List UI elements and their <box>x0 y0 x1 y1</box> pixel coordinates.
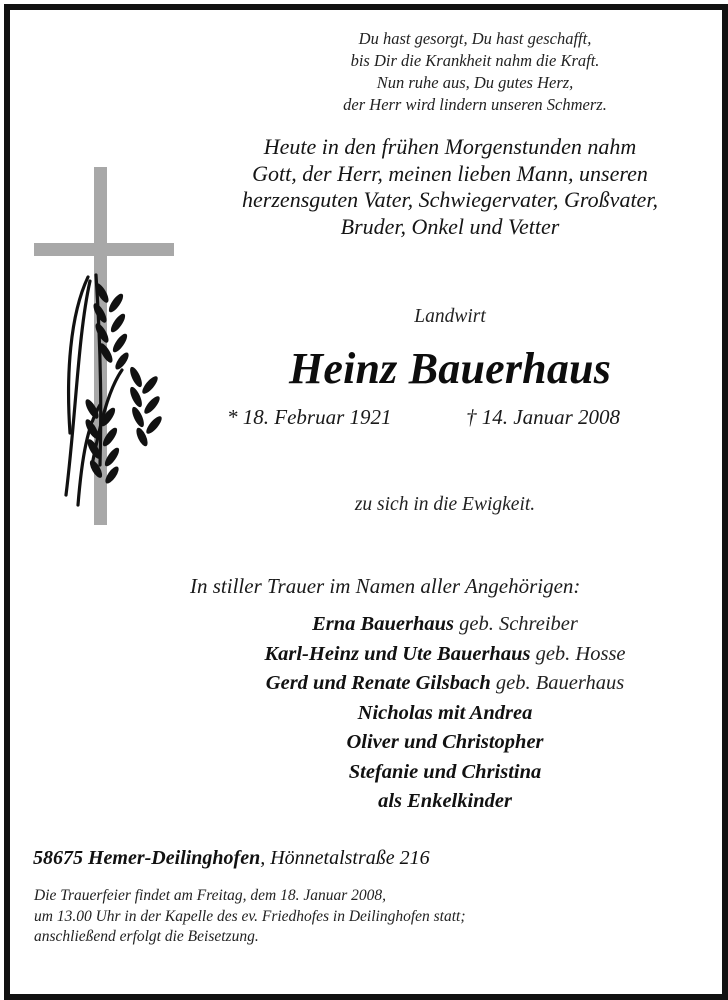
announcement-line: herzensguten Vater, Schwiegervater, Großvater, <box>242 187 658 212</box>
funeral-line: Die Trauerfeier findet am Freitag, dem 18. Januar 2008, <box>34 887 387 904</box>
maiden-name: geb. Bauerhaus <box>495 672 625 694</box>
verse-line: Nun ruhe aus, Du gutes Herz, <box>376 73 574 92</box>
mourning-line: In stiller Trauer im Namen aller Angehörigen: <box>190 574 581 598</box>
mourner-row <box>160 610 728 640</box>
mourner-name: Erna Bauerhaus <box>312 613 454 635</box>
announcement-line: Bruder, Onkel und Vetter <box>340 213 560 239</box>
mourner-row <box>160 640 728 670</box>
occupation-label: Landwirt <box>414 306 486 327</box>
mourner-name: Gerd und Renate Gilsbach <box>265 672 491 694</box>
memorial-verse <box>240 28 710 116</box>
family-address <box>33 847 430 870</box>
address-city: 58675 Hemer-Deilinghofen <box>33 847 261 869</box>
mourner-row <box>160 699 728 729</box>
mourner-row <box>160 669 728 699</box>
announcement-line: Gott, der Herr, meinen lieben Mann, unseren <box>252 160 648 186</box>
birth-date: * 18. Februar 1921 <box>227 405 392 429</box>
verse-line: der Herr wird lindern unseren Schmerz. <box>343 95 607 114</box>
funeral-line: anschließend erfolgt die Beisetzung. <box>34 928 259 945</box>
cross-with-wheat-icon <box>30 165 180 530</box>
mourner-row <box>160 787 728 817</box>
announcement-line: Heute in den frühen Morgenstunden nahm <box>263 134 637 159</box>
address-street: , Hönnetalstraße 216 <box>260 847 430 869</box>
mourner-row <box>160 758 728 788</box>
deceased-name: Heinz Bauerhaus <box>288 344 612 393</box>
mourner-row <box>160 728 728 758</box>
mourner-name: als Enkelkinder <box>378 790 512 812</box>
funeral-line: um 13.00 Uhr in der Kapelle des ev. Friedhofes in Deilinghofen statt; <box>34 907 466 925</box>
death-date: † 14. Januar 2008 <box>466 405 620 429</box>
verse-line: Du hast gesorgt, Du hast geschafft, <box>358 29 592 48</box>
funeral-notice <box>34 886 704 948</box>
mourner-name: Stefanie und Christina <box>348 760 542 783</box>
mourner-name: Oliver und Christopher <box>346 731 544 753</box>
death-announcement <box>190 134 710 240</box>
verse-line: bis Dir die Krankheit nahm die Kraft. <box>350 51 600 70</box>
mourners-list <box>160 610 728 817</box>
eternity-line: zu sich in die Ewigkeit. <box>354 494 536 515</box>
mourner-name: Karl-Heinz und Ute Bauerhaus <box>264 642 531 665</box>
maiden-name: geb. Schreiber <box>459 613 578 635</box>
maiden-name: geb. Hosse <box>535 642 626 665</box>
mourner-name: Nicholas mit Andrea <box>357 701 533 724</box>
